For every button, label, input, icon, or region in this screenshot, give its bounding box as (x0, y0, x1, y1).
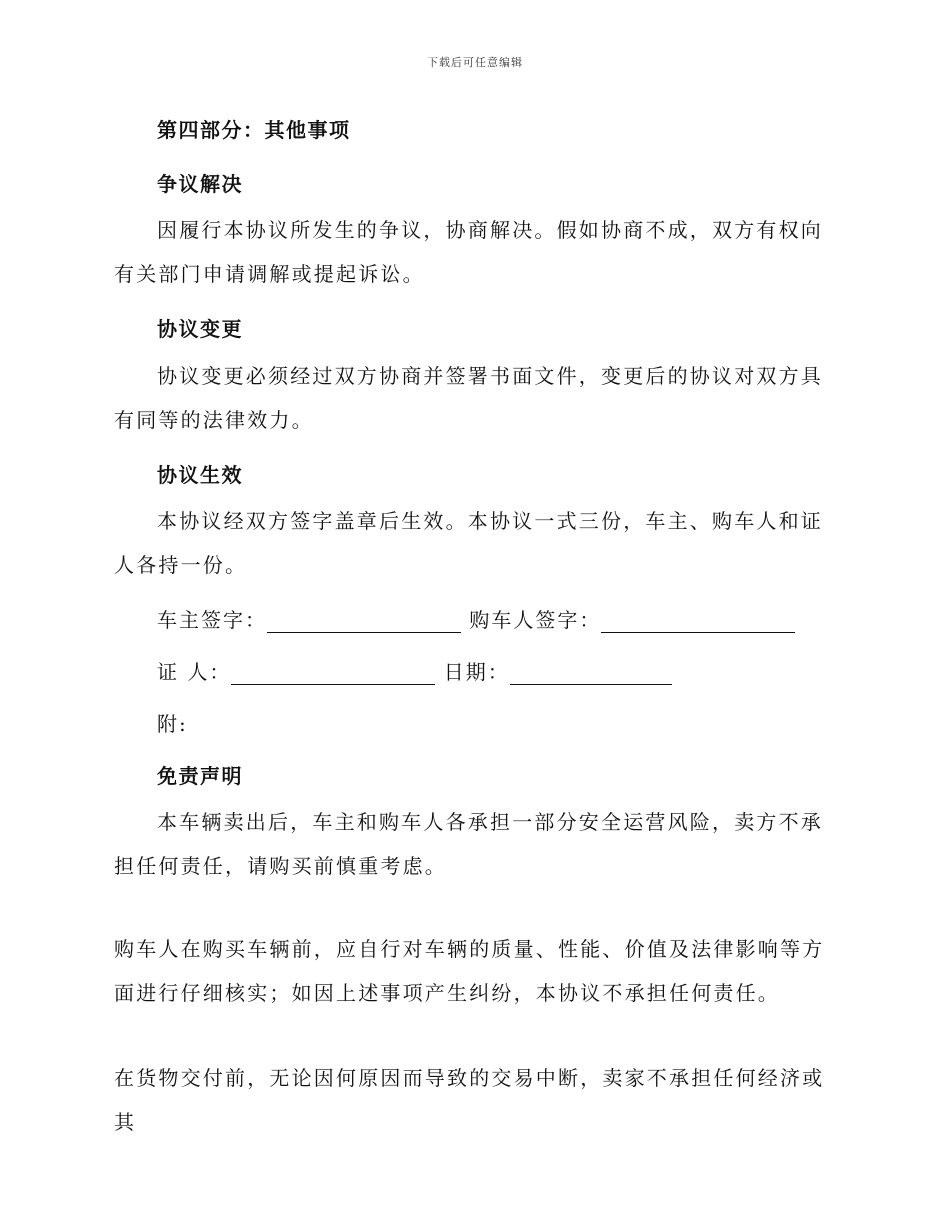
disclaimer-paragraph-1: 本车辆卖出后，车主和购车人各承担一部分安全运营风险，卖方不承担任何责任，请购买前慎重考虑。 (114, 810, 823, 878)
disclaimer-paragraph-3: 在货物交付前，无论因何原因而导致的交易中断，卖家不承担任何经济或其 (114, 1066, 825, 1134)
part-title: 第四部分：其他事项 (157, 118, 351, 142)
dispute-paragraph: 因履行本协议所发生的争议，协商解决。假如协商不成，双方有权向有关部门申请调解或提起诉讼。 (114, 218, 823, 286)
buyer-signature-label: 购车人签字： (469, 608, 602, 632)
date-label: 日期： (443, 660, 510, 684)
page-header: 下载后可任意编辑 (427, 56, 523, 69)
disclaimer-heading: 免责声明 (157, 764, 243, 788)
owner-signature-blank (267, 612, 461, 633)
dispute-heading: 争议解决 (157, 172, 243, 196)
effect-heading: 协议生效 (157, 463, 243, 487)
attachment-label: 附: (157, 712, 188, 736)
change-paragraph: 协议变更必须经过双方协商并签署书面文件，变更后的协议对双方具有同等的法律效力。 (114, 364, 823, 432)
date-blank (510, 664, 672, 685)
signature-row-2 (157, 656, 672, 685)
owner-signature-label: 车主签字： (157, 608, 267, 632)
effect-paragraph: 本协议经双方签字盖章后生效。本协议一式三份，车主、购车人和证人各持一份。 (114, 509, 823, 577)
witness-blank (231, 664, 435, 685)
signature-row-1 (157, 604, 795, 633)
disclaimer-paragraph-2: 购车人在购买车辆前，应自行对车辆的质量、性能、价值及法律影响等方面进行仔细核实；如因上述事项产生纠纷，本协议不承担任何责任。 (114, 937, 825, 1005)
witness-label: 证 人： (157, 660, 232, 684)
buyer-signature-blank (601, 612, 795, 633)
change-heading: 协议变更 (157, 317, 243, 341)
